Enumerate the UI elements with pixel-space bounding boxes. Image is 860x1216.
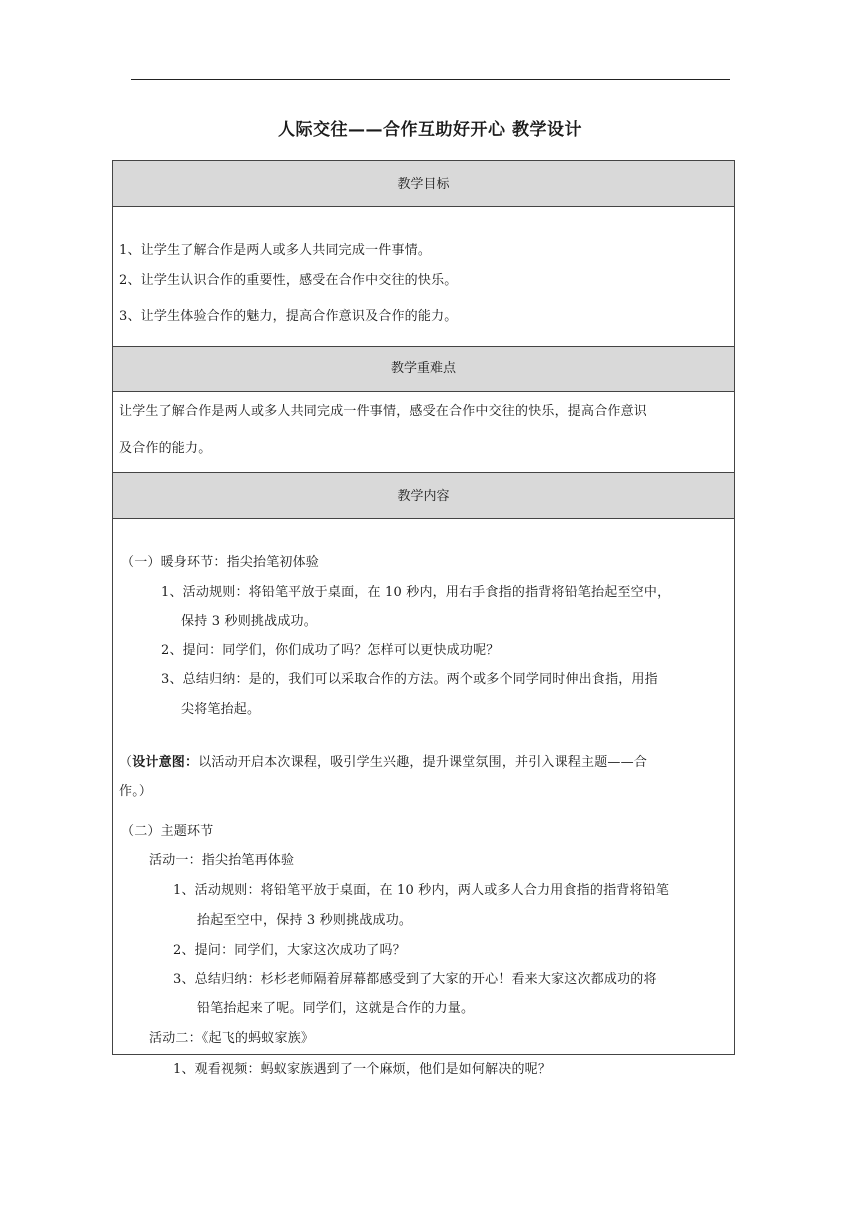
goal-item: 3、让学生体验合作的魅力，提高合作意识及合作的能力。 <box>119 309 458 324</box>
keypoints-text: 让学生了解合作是两人或多人共同完成一件事情，感受在合作中交往的快乐，提高合作意识 <box>119 404 648 419</box>
goal-item: 1、让学生了解合作是两人或多人共同完成一件事情。 <box>119 243 432 258</box>
section-header-content <box>113 473 734 519</box>
activity2-item: 1、观看视频：蚂蚁家族遇到了一个麻烦，他们是如何解决的呢？ <box>173 1062 552 1077</box>
design-intent-text: 以活动开启本次课程，吸引学生兴趣，提升课堂氛围，并引入课程主题——合 <box>198 755 648 770</box>
section-header-goals <box>113 161 734 207</box>
part1-item: 3、总结归纳：是的，我们可以采取合作的方法。两个或多个同学同时伸出食指，用指 <box>161 672 658 687</box>
section-header-keypoints-label: 教学重难点 <box>390 361 456 376</box>
lesson-plan-table <box>112 160 735 1077</box>
section-header-content-label: 教学内容 <box>397 489 450 504</box>
part1-item: 尖将笔抬起。 <box>181 702 261 717</box>
activity1-item: 2、提问：同学们，大家这次成功了吗？ <box>173 943 406 958</box>
section-header-goals-label: 教学目标 <box>397 177 450 192</box>
section-header-keypoints <box>113 347 734 392</box>
activity1-item: 1、活动规则：将铅笔平放于桌面，在 10 秒内，两人或多人合力用食指的指背将铅笔 <box>173 883 670 898</box>
activity1-item: 铅笔抬起来了呢。同学们，这就是合作的力量。 <box>197 1001 475 1016</box>
goal-item: 2、让学生认识合作的重要性，感受在合作中交往的快乐。 <box>119 273 458 288</box>
design-intent-text: 作。） <box>119 784 153 799</box>
document-title: 人际交往——合作互助好开心 教学设计 <box>278 120 582 140</box>
activity1-item: 抬起至空中，保持 3 秒则挑战成功。 <box>197 913 413 928</box>
part1-item: 2、提问：同学们，你们成功了吗？怎样可以更快成功呢？ <box>161 643 500 658</box>
top-rule <box>131 79 730 80</box>
design-intent-label: 设计意图： <box>132 755 199 770</box>
activity2-title: 活动二：《起飞的蚂蚁家族》 <box>149 1031 315 1046</box>
activity1-title: 活动一：指尖抬笔再体验 <box>149 853 295 868</box>
keypoints-text: 及合作的能力。 <box>119 441 212 456</box>
part1-title: （一）暖身环节：指尖抬笔初体验 <box>121 555 320 570</box>
activity1-item: 3、总结归纳：杉杉老师隔着屏幕都感受到了大家的开心！看来大家这次都成功的将 <box>173 972 657 987</box>
design-intent-open: （ <box>119 755 133 770</box>
design-intent <box>119 751 647 770</box>
part2-title: （二）主题环节 <box>121 824 214 839</box>
part1-item: 1、活动规则：将铅笔平放于桌面，在 10 秒内，用右手食指的指背将铅笔抬起至空中， <box>161 585 671 600</box>
part1-item: 保持 3 秒则挑战成功。 <box>181 614 317 629</box>
